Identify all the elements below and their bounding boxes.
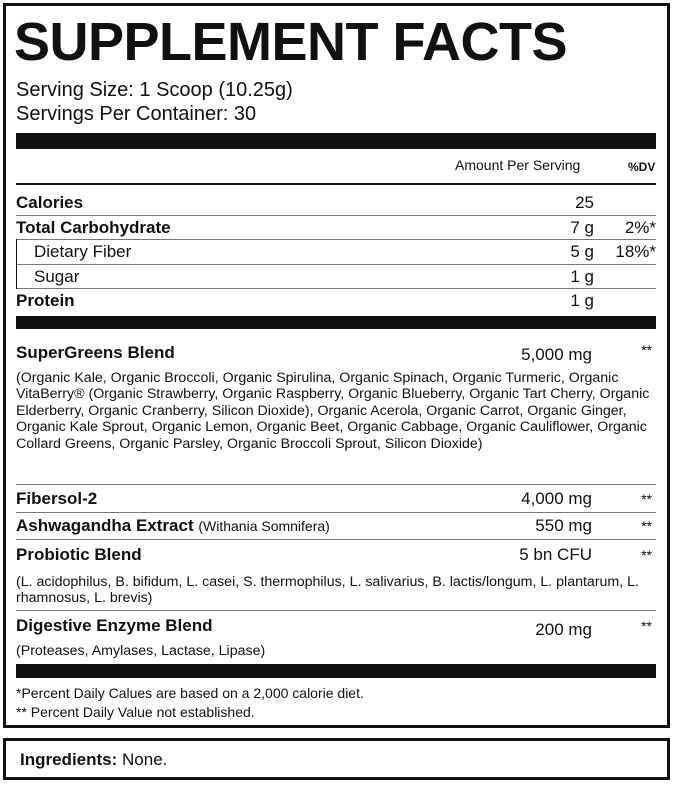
- nutrient-amount: 25: [575, 193, 594, 212]
- row-divider: [16, 610, 656, 611]
- nutrient-amount: 7 g: [570, 218, 594, 237]
- row-divider: [16, 512, 656, 513]
- blend-name: SuperGreens Blend: [16, 343, 175, 362]
- blend-botanical-name: (Withania Somnifera): [198, 518, 330, 534]
- blend-dv: **: [641, 518, 652, 534]
- blend-dv: **: [641, 491, 652, 507]
- ingredients-box: [3, 738, 670, 780]
- nutrient-amount: 1 g: [570, 291, 594, 310]
- blend-name: Probiotic Blend: [16, 545, 142, 564]
- nutrient-row-sugar: [16, 265, 656, 289]
- nutrient-row-protein: [16, 289, 656, 313]
- dv-header: %DV: [628, 160, 656, 174]
- ingredients-label: Ingredients:: [20, 750, 118, 769]
- nutrient-name: Sugar: [34, 267, 80, 286]
- thick-divider-bottom: [16, 664, 656, 678]
- blend-name: Ashwagandha Extract: [16, 516, 194, 535]
- enzyme-ingredients: (Proteases, Amylases, Lactase, Lipase): [16, 643, 266, 659]
- supergreens-ingredients: (Organic Kale, Organic Broccoli, Organic Spirulina, Organic Spinach, Organic Turmeric, Organic VitaBerry® (Organic Strawberry, Organic Raspberry, Organic Blueberry, Organic Tart Cherry, Organic Elderberry, Organic Cranberry, Silicon Dioxide), Organic Acerola, Organic Carrot, Organic Ginger, Organic Kale Sprout, Organic Lemon, Organic Beet, Organic Cabbage, Organic Cauliflower, Organic Collard Greens, Organic Parsley, Organic Broccoli Sprout, Silicon Dioxide): [16, 370, 650, 452]
- row-divider: [16, 539, 656, 540]
- header-divider: [16, 183, 656, 185]
- amount-per-serving-header: Amount Per Serving: [455, 157, 581, 173]
- ingredients-value: None.: [122, 750, 168, 769]
- footnote-dv: *Percent Daily Calues are based on a 2,000 calorie diet.: [16, 685, 364, 701]
- blend-row-enzyme: [16, 614, 656, 640]
- thick-divider-top: [16, 133, 656, 149]
- blend-dv: **: [641, 342, 652, 358]
- nutrient-dv: 2%*: [624, 218, 656, 237]
- nutrient-dv: 18%*: [615, 242, 656, 261]
- panel-title: SUPPLEMENT FACTS: [14, 12, 568, 72]
- blend-amount: 5 bn CFU: [519, 545, 592, 564]
- nutrient-name: Total Carbohydrate: [16, 218, 171, 237]
- thick-divider-middle: [16, 316, 656, 329]
- blend-amount: 5,000 mg: [521, 345, 592, 364]
- blend-name: Digestive Enzyme Blend: [16, 616, 213, 635]
- blend-row-probiotic: [16, 543, 656, 567]
- nutrient-amount: 1 g: [570, 267, 594, 286]
- nutrient-row-total-carbohydrate: [16, 216, 656, 240]
- blend-row-ashwagandha: [16, 514, 656, 538]
- nutrient-amount: 5 g: [570, 242, 594, 261]
- nutrient-name: Dietary Fiber: [34, 242, 132, 261]
- serving-size: Serving Size: 1 Scoop (10.25g): [16, 79, 293, 101]
- blend-dv: **: [641, 547, 652, 563]
- row-divider: [16, 484, 656, 485]
- nutrient-name: Protein: [16, 291, 75, 310]
- blend-amount: 4,000 mg: [521, 489, 592, 508]
- blend-amount: 200 mg: [535, 620, 592, 639]
- blend-name: Fibersol-2: [16, 489, 98, 508]
- blend-dv: **: [641, 618, 652, 634]
- indent-marker: [16, 239, 17, 289]
- blend-row-supergreens: [16, 341, 656, 367]
- blend-row-fibersol: [16, 487, 656, 511]
- blend-amount: 550 mg: [535, 516, 592, 535]
- footnote-not-established: ** Percent Daily Value not established.: [16, 704, 255, 720]
- probiotic-ingredients: (L. acidophilus, B. bifidum, L. casei, S. thermophilus, L. salivarius, B. lactis/longum, L. plantarum, L. rhamnosus, L. brevis): [16, 574, 639, 607]
- nutrient-row-dietary-fiber: [16, 240, 656, 264]
- nutrient-name: Calories: [16, 193, 84, 212]
- nutrient-row-calories: [16, 191, 656, 215]
- servings-per-container: Servings Per Container: 30: [16, 103, 257, 125]
